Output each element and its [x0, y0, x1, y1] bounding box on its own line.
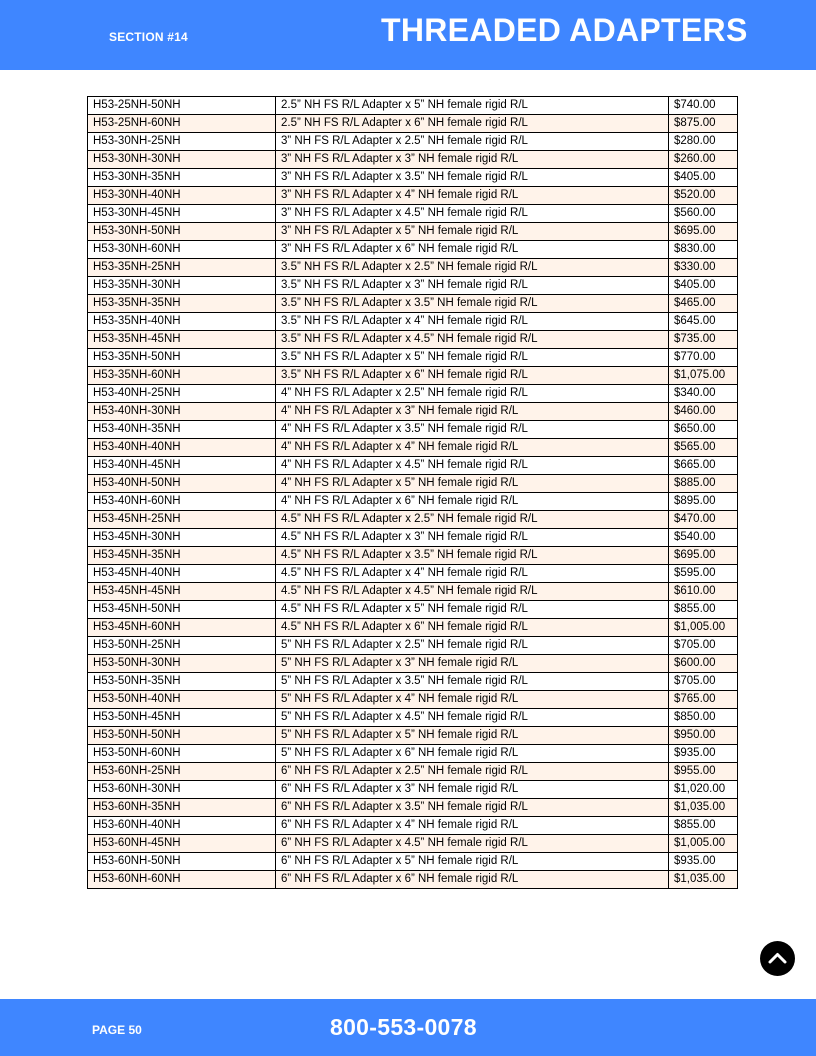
description-cell: 5” NH FS R/L Adapter x 6” NH female rigid R/L: [276, 745, 669, 763]
description-cell: 2.5” NH FS R/L Adapter x 6” NH female rigid R/L: [276, 115, 669, 133]
price-cell: $520.00: [669, 187, 738, 205]
price-cell: $895.00: [669, 493, 738, 511]
part-number-cell: H53-50NH-30NH: [88, 655, 276, 673]
price-cell: $855.00: [669, 601, 738, 619]
product-table: [87, 96, 738, 889]
table-row: [88, 691, 738, 709]
part-number-cell: H53-50NH-60NH: [88, 745, 276, 763]
table-row: [88, 169, 738, 187]
table-row: [88, 871, 738, 889]
chevron-up-icon: [767, 948, 788, 969]
page-header: [0, 0, 816, 70]
page-number: PAGE 50: [92, 1023, 142, 1037]
part-number-cell: H53-30NH-60NH: [88, 241, 276, 259]
table-row: [88, 439, 738, 457]
table-row: [88, 385, 738, 403]
table-row: [88, 295, 738, 313]
part-number-cell: H53-60NH-45NH: [88, 835, 276, 853]
part-number-cell: H53-50NH-40NH: [88, 691, 276, 709]
part-number-cell: H53-35NH-60NH: [88, 367, 276, 385]
table-row: [88, 349, 738, 367]
part-number-cell: H53-25NH-60NH: [88, 115, 276, 133]
description-cell: 4.5” NH FS R/L Adapter x 4.5” NH female rigid R/L: [276, 583, 669, 601]
description-cell: 4” NH FS R/L Adapter x 3” NH female rigid R/L: [276, 403, 669, 421]
description-cell: 4.5” NH FS R/L Adapter x 4” NH female rigid R/L: [276, 565, 669, 583]
part-number-cell: H53-60NH-40NH: [88, 817, 276, 835]
page-title: THREADED ADAPTERS: [381, 12, 748, 48]
description-cell: 4.5” NH FS R/L Adapter x 2.5” NH female rigid R/L: [276, 511, 669, 529]
part-number-cell: H53-50NH-45NH: [88, 709, 276, 727]
table-row: [88, 781, 738, 799]
price-cell: $770.00: [669, 349, 738, 367]
part-number-cell: H53-30NH-25NH: [88, 133, 276, 151]
table-row: [88, 403, 738, 421]
part-number-cell: H53-40NH-30NH: [88, 403, 276, 421]
part-number-cell: H53-45NH-30NH: [88, 529, 276, 547]
price-cell: $595.00: [669, 565, 738, 583]
table-row: [88, 853, 738, 871]
description-cell: 3” NH FS R/L Adapter x 6” NH female rigid R/L: [276, 241, 669, 259]
description-cell: 4” NH FS R/L Adapter x 3.5” NH female rigid R/L: [276, 421, 669, 439]
price-cell: $955.00: [669, 763, 738, 781]
part-number-cell: H53-45NH-40NH: [88, 565, 276, 583]
table-row: [88, 277, 738, 295]
product-table-body: [88, 97, 738, 889]
price-cell: $1,035.00: [669, 799, 738, 817]
price-cell: $1,005.00: [669, 835, 738, 853]
description-cell: 4.5” NH FS R/L Adapter x 3” NH female rigid R/L: [276, 529, 669, 547]
part-number-cell: H53-60NH-35NH: [88, 799, 276, 817]
description-cell: 4.5” NH FS R/L Adapter x 5” NH female rigid R/L: [276, 601, 669, 619]
price-cell: $1,075.00: [669, 367, 738, 385]
part-number-cell: H53-45NH-35NH: [88, 547, 276, 565]
part-number-cell: H53-50NH-35NH: [88, 673, 276, 691]
part-number-cell: H53-40NH-50NH: [88, 475, 276, 493]
price-cell: $610.00: [669, 583, 738, 601]
price-cell: $765.00: [669, 691, 738, 709]
description-cell: 3.5” NH FS R/L Adapter x 6” NH female rigid R/L: [276, 367, 669, 385]
table-row: [88, 367, 738, 385]
description-cell: 5” NH FS R/L Adapter x 4” NH female rigid R/L: [276, 691, 669, 709]
table-row: [88, 223, 738, 241]
part-number-cell: H53-25NH-50NH: [88, 97, 276, 115]
part-number-cell: H53-45NH-45NH: [88, 583, 276, 601]
part-number-cell: H53-35NH-30NH: [88, 277, 276, 295]
description-cell: 3” NH FS R/L Adapter x 3.5” NH female rigid R/L: [276, 169, 669, 187]
description-cell: 5” NH FS R/L Adapter x 3.5” NH female rigid R/L: [276, 673, 669, 691]
price-cell: $855.00: [669, 817, 738, 835]
part-number-cell: H53-35NH-25NH: [88, 259, 276, 277]
description-cell: 3.5” NH FS R/L Adapter x 2.5” NH female rigid R/L: [276, 259, 669, 277]
table-row: [88, 583, 738, 601]
price-cell: $885.00: [669, 475, 738, 493]
table-row: [88, 745, 738, 763]
table-row: [88, 133, 738, 151]
part-number-cell: H53-35NH-35NH: [88, 295, 276, 313]
table-row: [88, 421, 738, 439]
table-row: [88, 817, 738, 835]
description-cell: 4.5” NH FS R/L Adapter x 3.5” NH female rigid R/L: [276, 547, 669, 565]
description-cell: 5” NH FS R/L Adapter x 4.5” NH female rigid R/L: [276, 709, 669, 727]
price-cell: $540.00: [669, 529, 738, 547]
price-cell: $470.00: [669, 511, 738, 529]
description-cell: 6” NH FS R/L Adapter x 6” NH female rigid R/L: [276, 871, 669, 889]
table-row: [88, 655, 738, 673]
part-number-cell: H53-60NH-60NH: [88, 871, 276, 889]
part-number-cell: H53-30NH-50NH: [88, 223, 276, 241]
table-row: [88, 727, 738, 745]
price-cell: $330.00: [669, 259, 738, 277]
part-number-cell: H53-50NH-50NH: [88, 727, 276, 745]
price-cell: $705.00: [669, 637, 738, 655]
table-row: [88, 709, 738, 727]
table-row: [88, 601, 738, 619]
scroll-to-top-button[interactable]: [760, 941, 795, 976]
description-cell: 4” NH FS R/L Adapter x 5” NH female rigid R/L: [276, 475, 669, 493]
description-cell: 5” NH FS R/L Adapter x 3” NH female rigid R/L: [276, 655, 669, 673]
description-cell: 6” NH FS R/L Adapter x 2.5” NH female rigid R/L: [276, 763, 669, 781]
description-cell: 3.5” NH FS R/L Adapter x 4.5” NH female rigid R/L: [276, 331, 669, 349]
table-row: [88, 529, 738, 547]
price-cell: $460.00: [669, 403, 738, 421]
description-cell: 4.5” NH FS R/L Adapter x 6” NH female rigid R/L: [276, 619, 669, 637]
description-cell: 3” NH FS R/L Adapter x 4.5” NH female rigid R/L: [276, 205, 669, 223]
price-cell: $830.00: [669, 241, 738, 259]
table-row: [88, 547, 738, 565]
table-row: [88, 673, 738, 691]
price-cell: $340.00: [669, 385, 738, 403]
description-cell: 3.5” NH FS R/L Adapter x 3” NH female rigid R/L: [276, 277, 669, 295]
part-number-cell: H53-40NH-40NH: [88, 439, 276, 457]
price-cell: $405.00: [669, 169, 738, 187]
part-number-cell: H53-45NH-25NH: [88, 511, 276, 529]
price-cell: $405.00: [669, 277, 738, 295]
section-label: SECTION #14: [109, 30, 188, 44]
description-cell: 2.5” NH FS R/L Adapter x 5” NH female rigid R/L: [276, 97, 669, 115]
part-number-cell: H53-45NH-60NH: [88, 619, 276, 637]
price-cell: $280.00: [669, 133, 738, 151]
table-row: [88, 619, 738, 637]
part-number-cell: H53-35NH-50NH: [88, 349, 276, 367]
description-cell: 4” NH FS R/L Adapter x 6” NH female rigid R/L: [276, 493, 669, 511]
price-cell: $850.00: [669, 709, 738, 727]
table-row: [88, 511, 738, 529]
part-number-cell: H53-40NH-45NH: [88, 457, 276, 475]
table-row: [88, 151, 738, 169]
table-row: [88, 763, 738, 781]
part-number-cell: H53-30NH-40NH: [88, 187, 276, 205]
part-number-cell: H53-35NH-40NH: [88, 313, 276, 331]
table-row: [88, 331, 738, 349]
description-cell: 3.5” NH FS R/L Adapter x 5” NH female rigid R/L: [276, 349, 669, 367]
description-cell: 3” NH FS R/L Adapter x 2.5” NH female rigid R/L: [276, 133, 669, 151]
price-cell: $950.00: [669, 727, 738, 745]
description-cell: 5” NH FS R/L Adapter x 2.5” NH female rigid R/L: [276, 637, 669, 655]
part-number-cell: H53-30NH-35NH: [88, 169, 276, 187]
part-number-cell: H53-30NH-30NH: [88, 151, 276, 169]
part-number-cell: H53-40NH-60NH: [88, 493, 276, 511]
description-cell: 6” NH FS R/L Adapter x 5” NH female rigid R/L: [276, 853, 669, 871]
description-cell: 3.5” NH FS R/L Adapter x 4” NH female rigid R/L: [276, 313, 669, 331]
price-cell: $740.00: [669, 97, 738, 115]
table-row: [88, 565, 738, 583]
description-cell: 5” NH FS R/L Adapter x 5” NH female rigid R/L: [276, 727, 669, 745]
part-number-cell: H53-30NH-45NH: [88, 205, 276, 223]
price-cell: $695.00: [669, 223, 738, 241]
table-row: [88, 205, 738, 223]
part-number-cell: H53-40NH-25NH: [88, 385, 276, 403]
price-cell: $560.00: [669, 205, 738, 223]
price-cell: $260.00: [669, 151, 738, 169]
description-cell: 6” NH FS R/L Adapter x 3.5” NH female rigid R/L: [276, 799, 669, 817]
phone-number[interactable]: 800-553-0078: [330, 1014, 477, 1040]
price-cell: $705.00: [669, 673, 738, 691]
table-row: [88, 493, 738, 511]
price-cell: $735.00: [669, 331, 738, 349]
table-row: [88, 187, 738, 205]
description-cell: 4” NH FS R/L Adapter x 2.5” NH female rigid R/L: [276, 385, 669, 403]
price-cell: $1,005.00: [669, 619, 738, 637]
price-cell: $645.00: [669, 313, 738, 331]
part-number-cell: H53-40NH-35NH: [88, 421, 276, 439]
price-cell: $1,035.00: [669, 871, 738, 889]
price-cell: $665.00: [669, 457, 738, 475]
table-row: [88, 313, 738, 331]
page-footer: [0, 999, 816, 1056]
description-cell: 3” NH FS R/L Adapter x 4” NH female rigid R/L: [276, 187, 669, 205]
table-row: [88, 115, 738, 133]
table-row: [88, 475, 738, 493]
table-row: [88, 835, 738, 853]
table-row: [88, 799, 738, 817]
price-cell: $935.00: [669, 853, 738, 871]
description-cell: 4” NH FS R/L Adapter x 4.5” NH female rigid R/L: [276, 457, 669, 475]
table-row: [88, 97, 738, 115]
table-row: [88, 241, 738, 259]
price-cell: $600.00: [669, 655, 738, 673]
price-cell: $465.00: [669, 295, 738, 313]
price-cell: $935.00: [669, 745, 738, 763]
description-cell: 3” NH FS R/L Adapter x 5” NH female rigid R/L: [276, 223, 669, 241]
part-number-cell: H53-35NH-45NH: [88, 331, 276, 349]
table-row: [88, 457, 738, 475]
description-cell: 6” NH FS R/L Adapter x 3” NH female rigid R/L: [276, 781, 669, 799]
table-row: [88, 637, 738, 655]
description-cell: 3” NH FS R/L Adapter x 3” NH female rigid R/L: [276, 151, 669, 169]
table-row: [88, 259, 738, 277]
part-number-cell: H53-60NH-30NH: [88, 781, 276, 799]
price-cell: $695.00: [669, 547, 738, 565]
description-cell: 6” NH FS R/L Adapter x 4” NH female rigid R/L: [276, 817, 669, 835]
price-cell: $875.00: [669, 115, 738, 133]
description-cell: 3.5” NH FS R/L Adapter x 3.5” NH female rigid R/L: [276, 295, 669, 313]
part-number-cell: H53-60NH-25NH: [88, 763, 276, 781]
price-cell: $1,020.00: [669, 781, 738, 799]
part-number-cell: H53-60NH-50NH: [88, 853, 276, 871]
part-number-cell: H53-45NH-50NH: [88, 601, 276, 619]
price-cell: $565.00: [669, 439, 738, 457]
part-number-cell: H53-50NH-25NH: [88, 637, 276, 655]
description-cell: 4” NH FS R/L Adapter x 4” NH female rigid R/L: [276, 439, 669, 457]
description-cell: 6” NH FS R/L Adapter x 4.5” NH female rigid R/L: [276, 835, 669, 853]
price-cell: $650.00: [669, 421, 738, 439]
